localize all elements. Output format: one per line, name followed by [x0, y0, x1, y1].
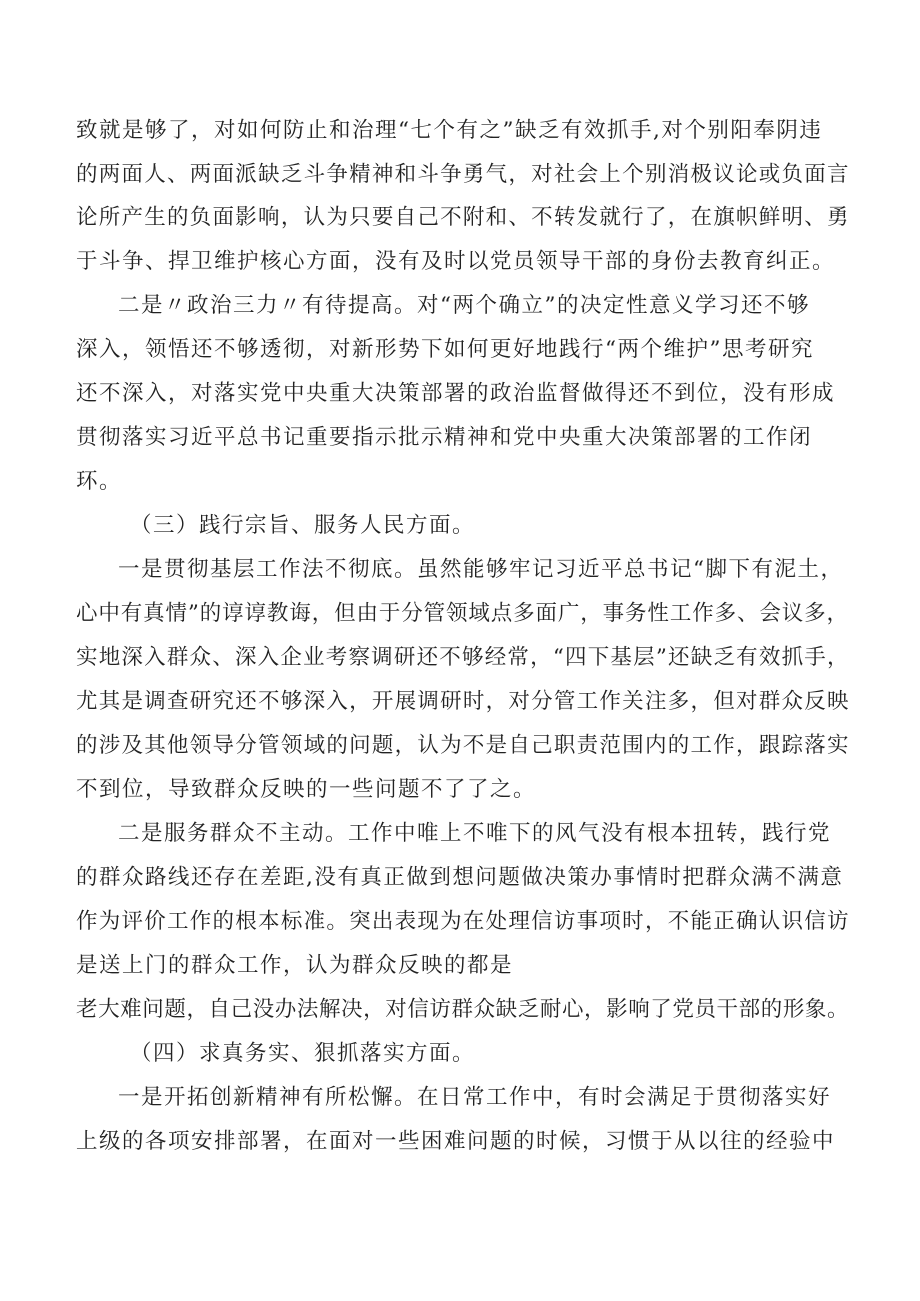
body-line: 是送上门的群众工作，认为群众反映的都是 [76, 953, 514, 978]
body-line: 上级的各项安排部署，在面对一些困难问题的时候，习惯于从以往的经验中 [76, 1129, 836, 1154]
body-line: 还不深入，对落实党中央重大决策部署的政治监督做得还不到位，没有形成 [76, 381, 836, 406]
paragraph-start-line: 一是开拓创新精神有所松懈。在日常工作中，有时会满足于贯彻落实好 [118, 1085, 832, 1110]
body-line: 的群众路线还存在差距,没有真正做到想问题做决策办事情时把群众满不满意 [76, 865, 844, 890]
body-line: 老大难问题，自己没办法解决，对信访群众缺乏耐心，影响了党员干部的形象。 [76, 997, 850, 1022]
section-heading: （三）践行宗旨、服务人民方面。 [130, 513, 476, 538]
body-line: 论所产生的负面影响，认为只要自己不附和、不转发就行了，在旗帜鲜明、勇 [76, 205, 850, 230]
body-line: 环。 [76, 469, 123, 494]
body-line: 作为评价工作的根本标准。突出表现为在处理信访事项时，不能正确认识信访 [76, 909, 850, 934]
body-line: 贯彻落实习近平总书记重要指示批示精神和党中央重大决策部署的工作闭 [76, 425, 813, 450]
body-line: 心中有真情”的谆谆教诲，但由于分管领域点多面广，事务性工作多、会议多， [76, 601, 849, 626]
paragraph-start-line: 二是服务群众不主动。工作中唯上不唯下的风气没有根本扭转，践行党 [118, 821, 832, 846]
body-line: 不到位，导致群众反映的一些问题不了了之。 [76, 777, 537, 802]
body-line: 深入，领悟还不够透彻，对新形势下如何更好地践行“两个维护”思考研究 [76, 337, 814, 362]
body-line: 的两面人、两面派缺乏斗争精神和斗争勇气，对社会上个别消极议论或负面言 [76, 162, 850, 187]
body-line: 尤其是调查研究还不够深入，开展调研时，对分管工作关注多，但对群众反映 [76, 689, 850, 714]
paragraph-start-line: 一是贯彻基层工作法不彻底。虽然能够牢记习近平总书记“脚下有泥土， [118, 557, 844, 582]
paragraph-start-line: 二是〃政治三力〃有待提高。对“两个确立”的决定性意义学习还不够 [118, 293, 810, 318]
body-line: 实地深入群众、深入企业考察调研还不够经常，“四下基层”还缺乏有效抓手， [76, 645, 850, 670]
body-line: 的涉及其他领导分管领域的问题，认为不是自己职责范围内的工作，跟踪落实 [76, 733, 850, 758]
section-heading: （四）求真务实、狠抓落实方面。 [130, 1041, 476, 1066]
body-line: 于斗争、捍卫维护核心方面，没有及时以党员领导干部的身份去教育纠正。 [76, 249, 836, 274]
body-line: 致就是够了，对如何防止和治理“七个有之”缺乏有效抓手,对个别阳奉阴违 [76, 118, 823, 143]
